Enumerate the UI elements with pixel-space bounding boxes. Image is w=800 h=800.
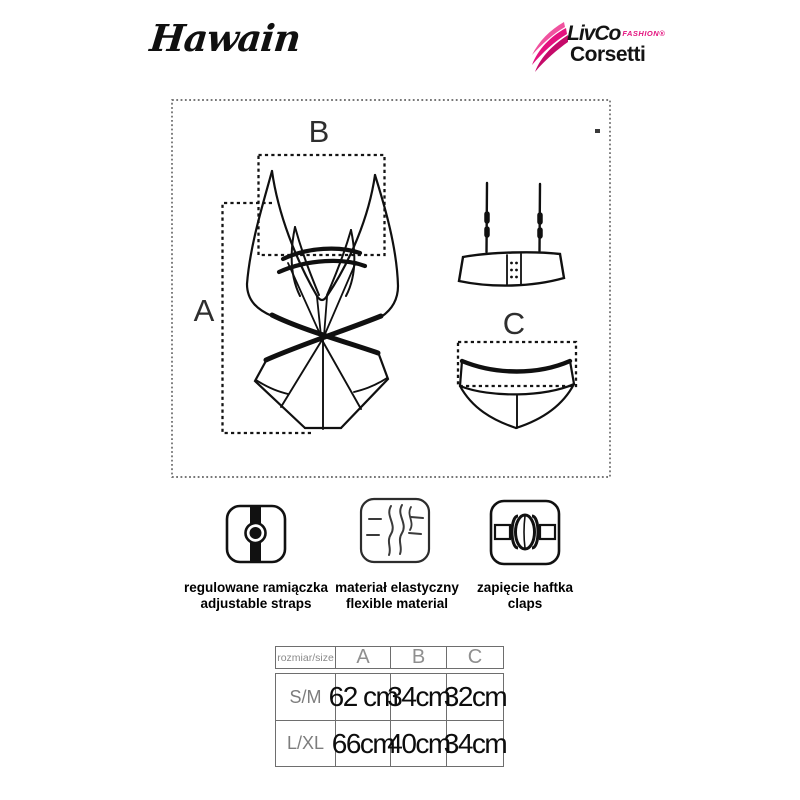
header-cell-c: C <box>467 646 483 668</box>
row-sm-size: S/M <box>276 674 336 721</box>
logo-corsetti: Corsetti <box>570 43 646 66</box>
hook-dots <box>510 262 518 279</box>
feature-line-en: adjustable straps <box>200 595 312 611</box>
feature-line-pl: regulowane ramiączka <box>183 580 329 595</box>
row-lxl-c: 34cm <box>443 727 507 759</box>
row-lxl-a: 66cm <box>336 721 391 766</box>
measurement-label-b: B <box>308 114 330 149</box>
row-lxl-b: 40cm <box>391 721 447 766</box>
diagram-frame <box>172 100 610 477</box>
row-lxl-size: L/XL <box>276 721 336 766</box>
page-title: Hawain <box>147 16 303 60</box>
feature-line-pl: zapięcie haftka <box>476 580 574 595</box>
logo-livco: LivCo <box>567 22 621 45</box>
size-table-body <box>275 673 507 767</box>
elastic-material-icon <box>359 497 431 564</box>
bra-band-drawing <box>459 183 564 286</box>
row-sm-a: 62 cm <box>336 674 391 721</box>
hook-clasp-icon <box>489 499 561 566</box>
measurement-label-c: C <box>502 306 526 341</box>
feature-label-hook-clasp <box>440 580 610 611</box>
header-cell-size: rozmiar/size <box>276 647 336 668</box>
logo-fashion-label: FASHION® <box>622 29 666 38</box>
row-sm-c: 32cm <box>447 674 503 721</box>
measurement-box-b <box>259 155 385 255</box>
adjustable-strap-icon <box>225 504 287 564</box>
bodysuit-drawing <box>247 171 398 429</box>
feature-line-en: claps <box>507 595 543 611</box>
row-sm-b: 34cm <box>391 674 447 721</box>
size-table-header <box>275 646 504 669</box>
header-cell-b: B <box>391 647 447 668</box>
measurement-label-a: A <box>193 293 215 328</box>
stray-mark <box>595 129 600 133</box>
measurement-box-a <box>223 203 314 433</box>
feature-line-pl: materiał elastyczny <box>335 580 459 595</box>
header-cell-a: A <box>336 647 391 668</box>
size-table <box>275 646 507 767</box>
feature-line-en: flexible material <box>345 595 449 611</box>
panties-drawing <box>460 361 574 428</box>
